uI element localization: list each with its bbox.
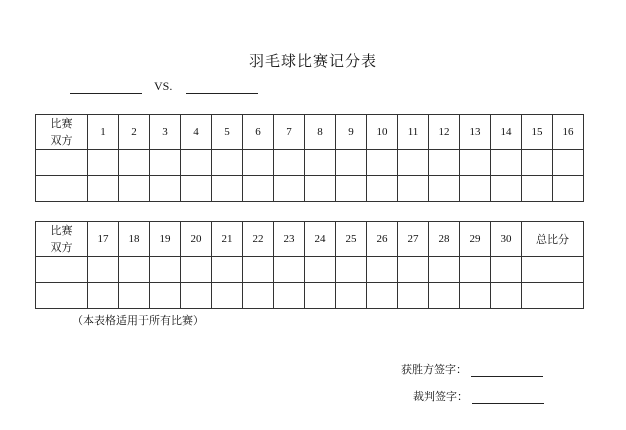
score-cell[interactable] (460, 257, 491, 283)
game-number: 6 (243, 115, 274, 150)
score-cell[interactable] (491, 150, 522, 176)
score-cell[interactable] (212, 150, 243, 176)
score-cell[interactable] (274, 283, 305, 309)
score-cell[interactable] (553, 150, 584, 176)
game-number: 2 (119, 115, 150, 150)
score-cell[interactable] (119, 176, 150, 202)
game-number: 18 (119, 222, 150, 257)
page-title: 羽毛球比赛记分表 (248, 52, 377, 70)
game-number: 27 (398, 222, 429, 257)
referee-signature-field[interactable] (472, 392, 544, 404)
label-line-1: 比赛 (50, 117, 73, 130)
score-cell[interactable] (367, 283, 398, 309)
game-number: 7 (274, 115, 305, 150)
score-cell[interactable] (398, 150, 429, 176)
score-cell[interactable] (398, 176, 429, 202)
game-number: 21 (212, 222, 243, 257)
team-b-field[interactable] (186, 81, 258, 94)
game-number: 29 (460, 222, 491, 257)
game-number: 16 (553, 115, 584, 150)
game-number: 19 (150, 222, 181, 257)
score-cell[interactable] (305, 257, 336, 283)
table-row (36, 257, 584, 283)
score-cell[interactable] (522, 150, 553, 176)
score-cell[interactable] (212, 176, 243, 202)
score-cell[interactable] (150, 283, 181, 309)
game-number: 25 (336, 222, 367, 257)
table-1-header-row (36, 115, 584, 150)
teams-line (70, 79, 258, 94)
game-number: 17 (88, 222, 119, 257)
game-number: 24 (305, 222, 336, 257)
game-number: 26 (367, 222, 398, 257)
score-cell[interactable] (429, 150, 460, 176)
score-cell[interactable] (460, 176, 491, 202)
game-number: 14 (491, 115, 522, 150)
table-row (36, 283, 584, 309)
score-cell[interactable] (181, 150, 212, 176)
score-cell[interactable] (181, 257, 212, 283)
score-cell[interactable] (181, 283, 212, 309)
score-cell[interactable] (553, 176, 584, 202)
score-table-2 (35, 221, 584, 309)
score-cell[interactable] (429, 176, 460, 202)
team-a-field[interactable] (70, 81, 142, 94)
score-cell[interactable] (212, 257, 243, 283)
score-cell[interactable] (336, 257, 367, 283)
score-cell[interactable] (460, 150, 491, 176)
score-cell[interactable] (243, 176, 274, 202)
score-cell[interactable] (367, 150, 398, 176)
game-number: 11 (398, 115, 429, 150)
score-cell[interactable] (398, 257, 429, 283)
game-number: 30 (491, 222, 522, 257)
score-cell[interactable] (491, 283, 522, 309)
game-number: 23 (274, 222, 305, 257)
score-cell[interactable] (243, 283, 274, 309)
score-cell[interactable] (88, 283, 119, 309)
score-cell[interactable] (88, 150, 119, 176)
score-cell[interactable] (460, 283, 491, 309)
label-line-2: 双方 (50, 241, 73, 254)
score-cell[interactable] (274, 150, 305, 176)
vs-label: VS. (154, 79, 173, 93)
game-number: 22 (243, 222, 274, 257)
score-cell[interactable] (491, 176, 522, 202)
table-row (36, 150, 584, 176)
label-line-2: 双方 (50, 134, 73, 147)
score-cell[interactable] (119, 283, 150, 309)
score-cell[interactable] (243, 257, 274, 283)
total-score-header: 总比分 (522, 222, 584, 257)
score-cell[interactable] (398, 283, 429, 309)
score-cell[interactable] (274, 257, 305, 283)
total-score-cell[interactable] (522, 257, 584, 283)
game-number: 9 (336, 115, 367, 150)
match-sides-label (36, 222, 88, 257)
game-number: 28 (429, 222, 460, 257)
winner-signature-field[interactable] (471, 365, 543, 377)
score-cell[interactable] (429, 283, 460, 309)
score-cell[interactable] (243, 150, 274, 176)
table-2-header-row (36, 222, 584, 257)
score-cell[interactable] (274, 176, 305, 202)
game-number: 5 (212, 115, 243, 150)
game-number: 4 (181, 115, 212, 150)
game-number: 3 (150, 115, 181, 150)
score-cell[interactable] (367, 176, 398, 202)
score-cell[interactable] (119, 257, 150, 283)
game-number: 10 (367, 115, 398, 150)
score-cell[interactable] (88, 257, 119, 283)
game-number: 20 (181, 222, 212, 257)
side-cell[interactable] (36, 150, 88, 176)
game-number: 13 (460, 115, 491, 150)
score-cell[interactable] (336, 150, 367, 176)
side-cell[interactable] (36, 176, 88, 202)
score-cell[interactable] (119, 150, 150, 176)
usage-note: （本表格适用于所有比赛） (72, 314, 204, 327)
game-number: 12 (429, 115, 460, 150)
score-cell[interactable] (212, 283, 243, 309)
winner-signature-label: 获胜方签字： (401, 363, 467, 376)
score-cell[interactable] (150, 176, 181, 202)
score-cell[interactable] (491, 257, 522, 283)
winner-signature (401, 361, 543, 377)
score-cell[interactable] (150, 257, 181, 283)
label-line-1: 比赛 (50, 224, 73, 237)
score-cell[interactable] (181, 176, 212, 202)
score-cell[interactable] (336, 176, 367, 202)
table-row (36, 176, 584, 202)
score-cell[interactable] (305, 150, 336, 176)
score-cell[interactable] (336, 283, 367, 309)
score-cell[interactable] (305, 283, 336, 309)
score-cell[interactable] (522, 176, 553, 202)
side-cell[interactable] (36, 283, 88, 309)
match-sides-label (36, 115, 88, 150)
game-number: 8 (305, 115, 336, 150)
referee-signature (413, 388, 544, 404)
score-table-1 (35, 114, 584, 202)
game-number: 15 (522, 115, 553, 150)
score-cell[interactable] (88, 176, 119, 202)
score-cell[interactable] (305, 176, 336, 202)
total-score-cell[interactable] (522, 283, 584, 309)
side-cell[interactable] (36, 257, 88, 283)
score-cell[interactable] (429, 257, 460, 283)
referee-signature-label: 裁判签字： (413, 390, 468, 403)
score-cell[interactable] (150, 150, 181, 176)
game-number: 1 (88, 115, 119, 150)
score-cell[interactable] (367, 257, 398, 283)
